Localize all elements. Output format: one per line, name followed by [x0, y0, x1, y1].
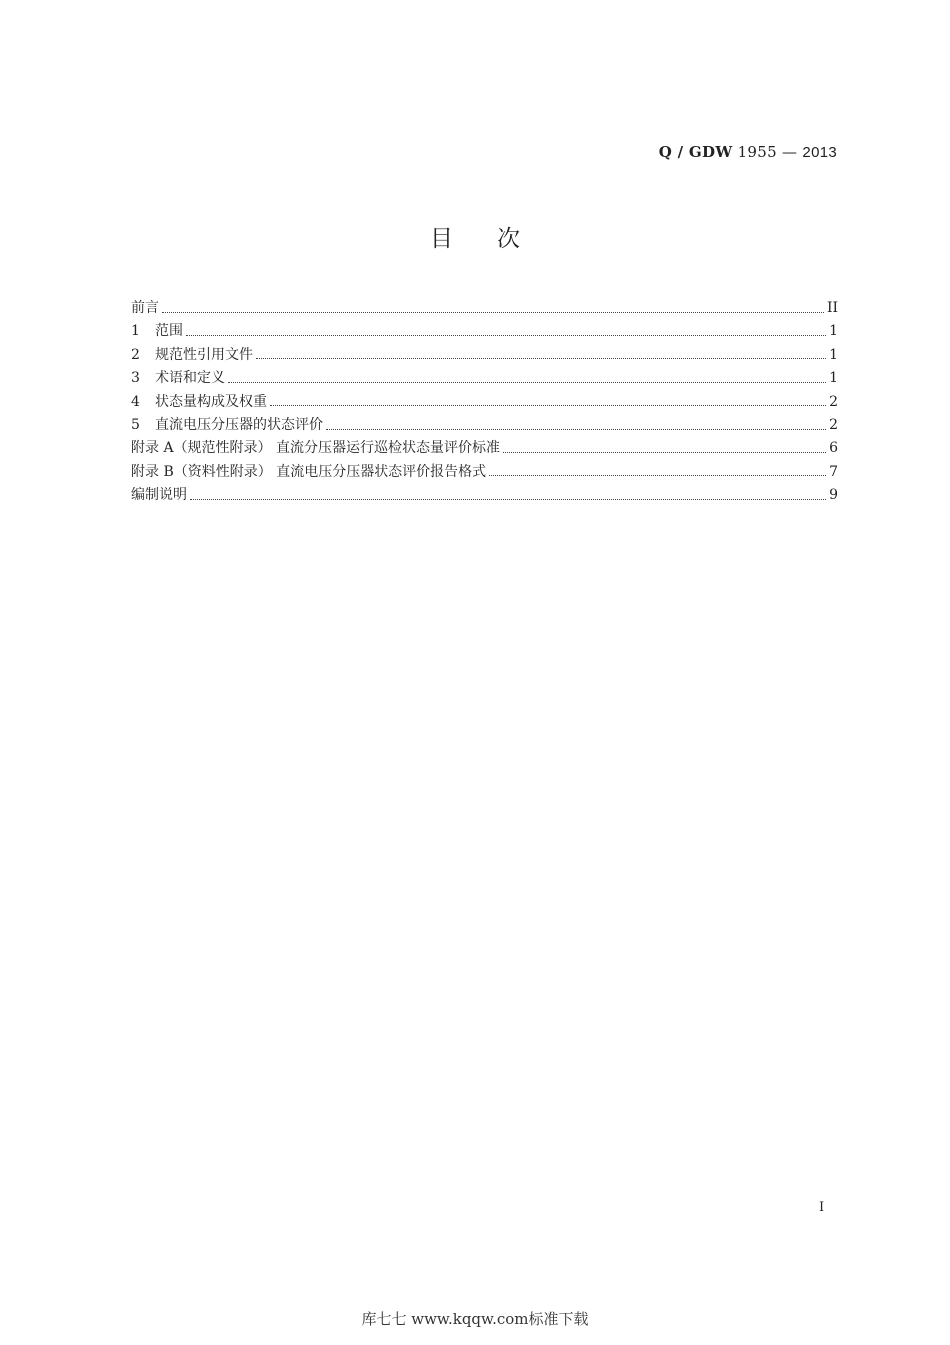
toc-leader-dots [228, 381, 826, 383]
toc-item-foreword[interactable] [131, 297, 838, 320]
toc-leader-dots [256, 357, 826, 359]
toc-page: 1 [829, 346, 838, 363]
standard-number: 1955 [737, 143, 777, 161]
toc-leader-dots [162, 311, 824, 313]
toc-leader-dots [326, 428, 826, 430]
toc-number: 4 [131, 393, 140, 410]
toc-number: 1 [131, 323, 140, 340]
toc-label: 状态量构成及权重 [155, 393, 267, 410]
toc-item-terms[interactable] [131, 367, 838, 390]
toc-leader-dots [489, 474, 826, 476]
toc-item-appendix-b[interactable] [131, 461, 838, 484]
footer-watermark: 库七七 www.kqqw.com标准下载 [361, 1310, 589, 1328]
toc-item-scope[interactable] [131, 320, 838, 343]
standard-prefix: Q / GDW [658, 143, 733, 161]
toc-item-explanation[interactable] [131, 484, 838, 507]
toc-label: 规范性引用文件 [155, 346, 253, 363]
standard-dash: — [782, 143, 798, 161]
standard-year: 2013 [802, 144, 837, 161]
toc-leader-dots [503, 451, 826, 453]
toc-page: 1 [829, 370, 838, 387]
toc-label: 编制说明 [131, 487, 187, 504]
toc-page: 2 [829, 416, 838, 433]
toc-label: 术语和定义 [155, 370, 225, 387]
toc-page: 6 [829, 440, 838, 457]
toc-label: 附录 A（规范性附录） 直流分压器运行巡检状态量评价标准 [131, 440, 501, 457]
toc-item-state-evaluation[interactable] [131, 414, 838, 437]
toc-number: 5 [131, 416, 140, 433]
toc-page: II [826, 300, 838, 316]
toc-page: 2 [829, 393, 838, 410]
toc-page: 7 [829, 463, 838, 480]
toc-page: 1 [829, 323, 838, 340]
table-of-contents [131, 297, 838, 508]
toc-label: 直流电压分压器的状态评价 [155, 416, 323, 433]
toc-label: 范围 [155, 323, 183, 340]
toc-number: 3 [131, 370, 140, 387]
standard-code [659, 143, 837, 161]
toc-page: 9 [829, 487, 838, 504]
toc-item-normative-references[interactable] [131, 344, 838, 367]
toc-label: 附录 B（资料性附录） 直流电压分压器状态评价报告格式 [131, 463, 487, 480]
toc-leader-dots [186, 334, 826, 336]
toc-item-state-quantities[interactable] [131, 391, 838, 414]
page-title: 目次 [430, 226, 564, 252]
toc-number: 2 [131, 346, 140, 363]
toc-leader-dots [190, 498, 826, 500]
toc-leader-dots [270, 404, 826, 406]
toc-label: 前言 [131, 300, 159, 316]
toc-item-appendix-a[interactable] [131, 437, 838, 460]
page-number: I [819, 1200, 825, 1215]
